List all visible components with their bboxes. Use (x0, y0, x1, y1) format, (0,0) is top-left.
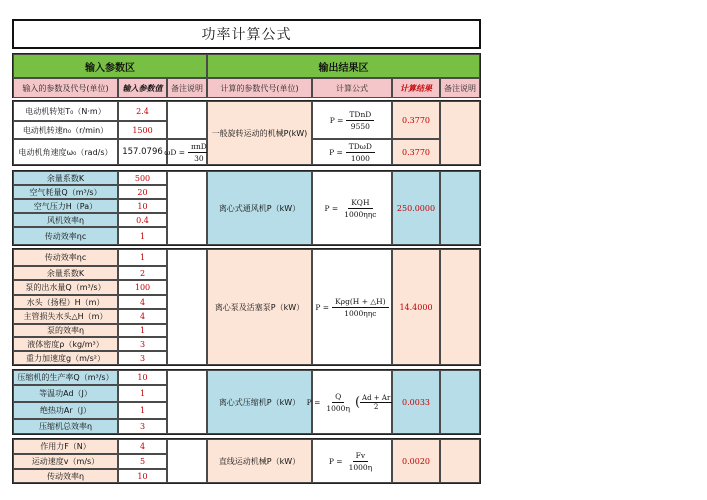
input-label: 余量系数K (13, 266, 118, 280)
formula (312, 139, 392, 165)
formula (312, 171, 392, 245)
output-area-header: 输出结果区 (207, 54, 480, 78)
col-note2: 备注说明 (440, 78, 480, 98)
input-label: 水头（扬程）H（m） (13, 295, 118, 309)
formula-num: Kρg(H + △H) (332, 297, 389, 308)
input-label: 泵的出水量Q（m³/s） (13, 280, 118, 295)
note-cell (167, 101, 207, 139)
formula-den: 1000 (350, 153, 370, 163)
calc-param: 离心泵及活塞泵P（kW） (207, 249, 312, 365)
input-value[interactable]: 3 (118, 419, 167, 434)
formula (312, 249, 392, 365)
input-value[interactable]: 10 (118, 370, 167, 385)
formula-num: KQH (348, 198, 372, 209)
formula-lhs: P = (315, 302, 330, 312)
input-label: 运动速度v（m/s） (13, 454, 118, 469)
input-value[interactable]: 3 (118, 337, 167, 351)
formula-lhs: P = (329, 147, 343, 157)
col-input-param: 输入的参数及代号(单位) (13, 78, 118, 98)
input-label: 作用力F（N） (13, 439, 118, 454)
col-calc-result: 计算结果 (392, 78, 440, 98)
input-label: 传动效率η (13, 469, 118, 483)
input-label: 等温功Ad（J） (13, 385, 118, 402)
input-value[interactable]: 500 (118, 171, 167, 185)
formula-inner-num: Ad + Ar (362, 393, 391, 402)
input-value[interactable]: 1 (118, 249, 167, 266)
note-cell (167, 370, 207, 434)
note-cell (167, 171, 207, 245)
note-cell (440, 439, 480, 483)
input-value[interactable]: 0.4 (118, 213, 167, 227)
input-label: 电动机转矩T₀（N·m） (13, 101, 118, 121)
input-value[interactable]: 1 (118, 227, 167, 245)
input-value[interactable]: 2 (118, 266, 167, 280)
formula-lhs: P = (328, 456, 343, 466)
col-note: 备注说明 (167, 78, 207, 98)
input-label: 重力加速度g（m/s²） (13, 351, 118, 365)
input-value[interactable]: 4 (118, 295, 167, 309)
omega-den: 30 (194, 153, 204, 163)
input-value[interactable]: 4 (118, 309, 167, 324)
input-label: 风机效率η (13, 213, 118, 227)
input-label: 电动机角速度ω₀（rad/s） (13, 139, 118, 165)
input-label: 空气压力H（Pa） (13, 199, 118, 213)
formula-num: Q (332, 392, 344, 403)
input-value[interactable]: 20 (118, 185, 167, 199)
formula: P = $\frac{Q}{1000\eta}$ ( $\frac{Ad + Ar}{2}$ (312, 370, 392, 434)
note-cell (167, 439, 207, 483)
calc-result: 0.0020 (392, 439, 440, 483)
note-cell (440, 370, 480, 434)
input-value[interactable]: 1 (118, 385, 167, 402)
col-calc-formula: 计算公式 (312, 78, 392, 98)
formula-num: Fv (353, 451, 368, 462)
input-label: 传动效率ηc (13, 227, 118, 245)
input-label: 绝热功Ar（J） (13, 402, 118, 419)
calc-param: 一般旋转运动的机械P(kW) (207, 101, 312, 165)
input-value[interactable]: 1 (118, 324, 167, 337)
input-label: 压缩机的生产率Q（m³/s） (13, 370, 118, 385)
formula-num: TDnD (346, 110, 374, 121)
input-value[interactable]: 1500 (118, 121, 167, 139)
note-cell (167, 249, 207, 365)
calc-result: 250.0000 (392, 171, 440, 245)
formula-num: TDωD (346, 142, 375, 153)
input-value[interactable]: 10 (118, 469, 167, 483)
col-input-value: 输入参数值 (118, 78, 167, 98)
formula-lhs: P = (306, 397, 321, 407)
input-label: 电动机转速n₀（r/min） (13, 121, 118, 139)
formula (312, 101, 392, 139)
formula-den: 1000η (326, 403, 350, 413)
input-label: 空气耗量Q（m³/s） (13, 185, 118, 199)
input-value[interactable]: 3 (118, 351, 167, 365)
input-value-computed: 157.0796 (118, 139, 167, 165)
input-label: 泵的效率η (13, 324, 118, 337)
input-value[interactable]: 4 (118, 439, 167, 454)
calc-param: 直线运动机械P（kW） (207, 439, 312, 483)
input-label: 液体密度ρ（kg/m³） (13, 337, 118, 351)
formula-den: 1000ηηc (344, 308, 377, 318)
input-label: 余量系数K (13, 171, 118, 185)
calc-result: 0.3770 (392, 101, 440, 139)
calc-param: 离心式压缩机P（kW） (207, 370, 312, 434)
formula-den: 9550 (350, 121, 370, 131)
page-title: 功率计算公式 (12, 19, 481, 49)
note-cell (440, 171, 480, 245)
omega-num: πnD (188, 142, 210, 153)
calc-result: 0.3770 (392, 139, 440, 165)
input-value[interactable]: 1 (118, 402, 167, 419)
note-cell (440, 101, 480, 165)
col-calc-param: 计算的参数代号(单位) (207, 78, 312, 98)
input-label: 主管损失水头△H（m） (13, 309, 118, 324)
formula-den: 1000ηηc (344, 209, 377, 219)
formula-lhs: P = (329, 115, 344, 125)
input-value[interactable]: 10 (118, 199, 167, 213)
input-label: 压缩机总效率η (13, 419, 118, 434)
note-cell (440, 249, 480, 365)
input-value[interactable]: 2.4 (118, 101, 167, 121)
input-area-header: 输入参数区 (13, 54, 207, 78)
calc-result: 0.0033 (392, 370, 440, 434)
formula-lhs: P = (324, 203, 339, 213)
omega-lhs: ωD = (164, 147, 186, 157)
input-label: 传动效率ηc (13, 249, 118, 266)
formula-den: 1000η (348, 462, 373, 472)
calc-param: 离心式通风机P（kW） (207, 171, 312, 245)
formula (312, 439, 392, 483)
formula-inner-den: 2 (373, 402, 379, 411)
input-value[interactable]: 100 (118, 280, 167, 295)
calc-result: 14.4000 (392, 249, 440, 365)
omega-formula-note (164, 139, 207, 165)
input-value[interactable]: 5 (118, 454, 167, 469)
